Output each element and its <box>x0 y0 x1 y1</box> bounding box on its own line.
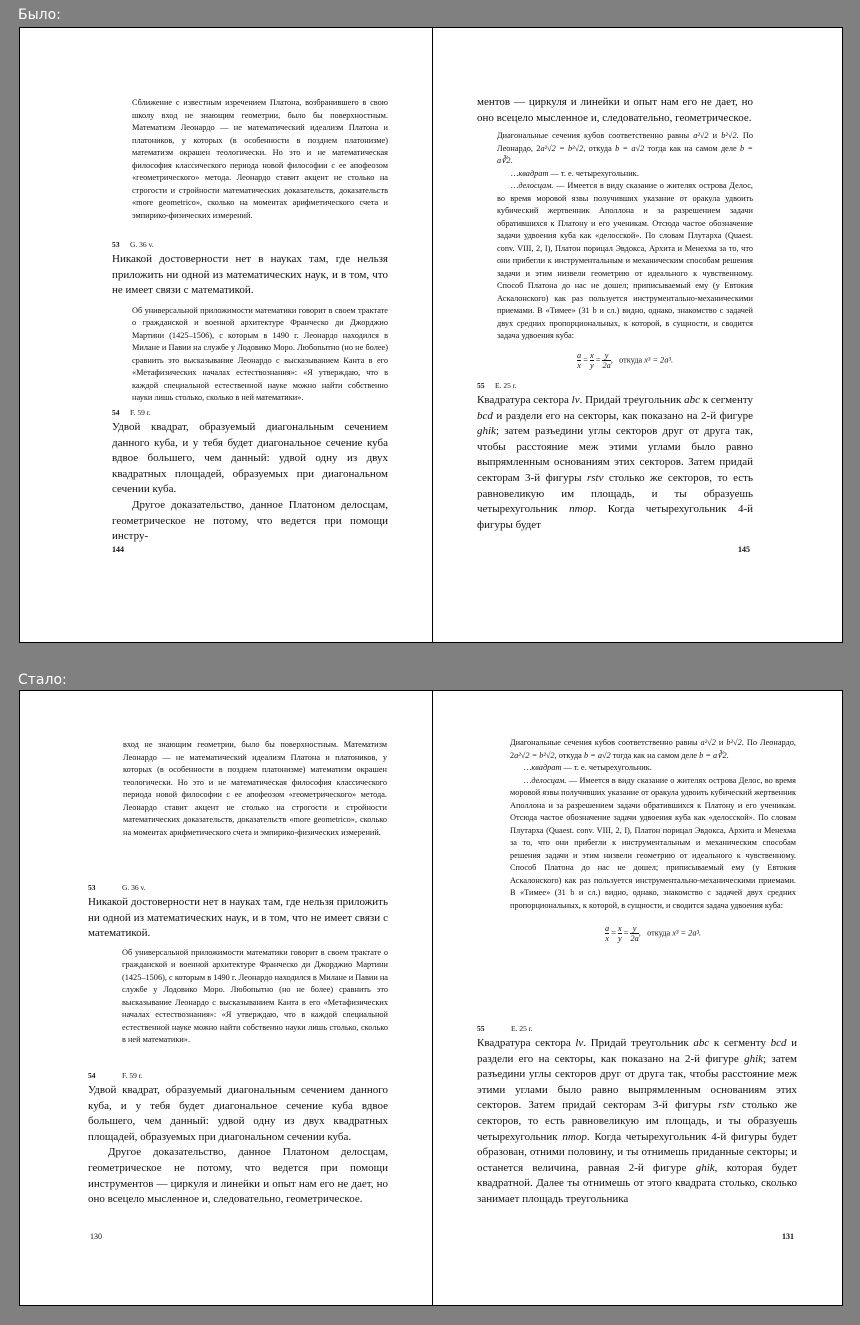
text-fragment: откуда <box>619 354 645 364</box>
text-fragment: …делосцам. <box>524 775 567 785</box>
text-fragment: 2a <box>602 360 611 370</box>
text-fragment: a²√2 = b²√2 <box>514 750 555 760</box>
text-fragment: nmop <box>569 503 594 516</box>
entry-header <box>477 1024 797 1034</box>
footnote-continuation: Сближение с известным изречением Платона, возбранившего в свою школу вход не знающим геометрии, было бы поверхностным. Математизм Леонардо — не математический идеализм Платона и платоников, у которых (в особенности в позднем платонизме) математизм окрашен теологически. Но это и не математическая философия классического периода новой философии с ее апофеозом «геометрического» метода. Леонардо ставит акцент не столько на строгости и стройности математических доказательств, доказательств «more geometrico», сколько на моментах арифметического счета и эмпирико-физических измерений. <box>132 98 388 220</box>
after-label: Стало: <box>18 672 67 688</box>
text-fragment: . <box>726 750 729 760</box>
text-fragment: x³ = 2a³. <box>644 354 674 364</box>
text-fragment: nmop <box>562 1130 587 1143</box>
text-fragment: — т. е. четырехугольник. <box>548 168 639 178</box>
page-number: 131 <box>782 1232 794 1241</box>
text-fragment: откуда <box>647 928 673 938</box>
entry-text <box>477 1036 797 1208</box>
entry-header <box>112 408 388 418</box>
before-spread <box>19 27 843 643</box>
after-right-page <box>433 691 843 1305</box>
entry-number: 53 <box>112 240 120 249</box>
formula: $\frac{a}{x} = \frac{x}{y} = \frac{y}{2a}$, откуда x³ = 2a³. <box>604 924 702 943</box>
entry-text <box>112 420 388 545</box>
text-fragment: x³ = 2a³. <box>672 928 702 938</box>
text-fragment: lv <box>571 394 580 406</box>
note-paragraph <box>510 775 796 913</box>
entry-text <box>88 1083 388 1208</box>
text-fragment: ghik <box>695 1161 715 1174</box>
text-fragment: и раздели его на секторы, как показано на 2-й фигуре <box>492 409 753 422</box>
entry-number: 55 <box>477 1024 485 1033</box>
text-fragment: . Придай треугольник <box>579 394 685 406</box>
text-fragment: x <box>577 360 581 370</box>
text-fragment: …делосцам. <box>511 181 554 190</box>
text-fragment: . По Леонардо, 2 <box>510 738 797 760</box>
entry-53 <box>88 883 388 1047</box>
text-fragment: Квадратура сектора <box>477 1037 576 1049</box>
entry-header <box>112 240 388 250</box>
text-fragment: x <box>617 924 622 933</box>
text-fragment: bcd <box>770 1037 787 1049</box>
note-paragraph <box>510 737 796 762</box>
entry-source: F. 59 r. <box>122 1071 143 1080</box>
text-fragment: x <box>589 350 594 360</box>
after-spread <box>19 690 843 1306</box>
text-fragment: y <box>589 360 594 370</box>
entry-55 <box>477 381 753 533</box>
text-fragment: b = a∛2 <box>699 750 727 760</box>
entry-source: G. 36 v. <box>122 883 146 892</box>
text-fragment: столько же секторов, то есть равновеликую им площадь, и ты образуешь четырехугольник <box>477 471 753 516</box>
entry-54 <box>88 1071 388 1208</box>
text-fragment: 2a <box>630 934 639 943</box>
text-fragment: y <box>604 350 609 360</box>
entry-55 <box>477 1024 797 1208</box>
text-fragment: b = a∛2 <box>497 143 753 165</box>
entry-53 <box>112 240 388 405</box>
text-fragment: y <box>632 924 637 933</box>
before-label: Было: <box>18 7 61 23</box>
text-fragment: и раздели его на секторы, как показано на 2-й фигуре <box>477 1037 797 1065</box>
footnote-block <box>497 130 753 370</box>
note-paragraph <box>497 168 753 181</box>
entry-number: 55 <box>477 381 485 390</box>
text-fragment: rstv <box>718 1099 735 1112</box>
text-fragment: b = a√2 <box>583 750 611 760</box>
text-fragment: . Когда четырехугольник 4-й фигуры будет <box>477 503 753 531</box>
text-fragment: . Придай треугольник <box>583 1037 694 1049</box>
after-left-page <box>20 691 432 1305</box>
entry-54 <box>112 408 388 545</box>
text-fragment: к сегменту <box>709 1037 771 1049</box>
paragraph: Удвой квадрат, образуемый диагональным сечением данного куба, и у тебя будет диагональное сечение куба вдвое большего, чем данный: удвой одну из двух квадратных площадей, образуемых при диагональном сечении куба. <box>112 421 388 496</box>
footnote-block <box>510 737 796 943</box>
text-fragment: lv <box>575 1037 584 1049</box>
entry-text: Никакой достоверности нет в науках там, где нельзя приложить ни одной из математических наук, и в том, что не имеет связи с математикой. <box>112 253 388 297</box>
text-fragment: , откуда <box>583 143 616 153</box>
text-fragment: ghik <box>744 1052 764 1065</box>
text-fragment: b²√2 <box>721 131 737 140</box>
text-fragment: …квадрат <box>524 763 562 772</box>
text-fragment: . По Леонардо, 2 <box>497 131 753 153</box>
before-left-page <box>20 28 432 642</box>
footnote-continuation: вход не знающим геометрии, было бы поверхностным. Математизм Леонардо — не математический идеализм Платона и платоников, у которых (в особенности в позднем платонизме) математизм окрашен теологически. Но это и не математическая философия классического периода новой философии с ее апофеозом «геометрического» метода. Леонардо ставит акцент не столько на строгости и стройности математических доказательств, доказательств «more geometrico», сколько на моментах арифметического счета и эмпирико-физических измерений. <box>123 740 387 837</box>
entry-header <box>88 1071 388 1081</box>
page-number: 144 <box>112 545 124 554</box>
entry-source: E. 25 r. <box>495 381 517 390</box>
text-fragment: Квадратура сектора <box>477 394 572 406</box>
text-fragment: a <box>576 350 582 360</box>
page-number: 130 <box>90 1232 102 1241</box>
text-fragment: , которая будет квадратной. Далее ты отнимешь от этого квадрата столько, сколько занимает площадь треугольника <box>477 1161 797 1205</box>
entry-source: E. 25 r. <box>511 1024 533 1033</box>
note-paragraph <box>497 130 753 168</box>
note-paragraph <box>497 180 753 343</box>
entry-text: Никакой достоверности нет в науках там, где нельзя приложить ни одной из математических наук, и в том, что не имеет связи с математикой. <box>88 896 388 940</box>
text-fragment: — Имеется в виду сказание о жителях острова Делос, во время моровой язвы получивших указание от оракула удвоить кубический жертвенник Аполлона и за разрешением задачи обратившихся к Платону и его ученикам. Отсюда частое обозначение задачи удвоения куба как «делосской». По словам Плутарха (Quaest. conv. VIII, 2, I), Платон порицал Эвдокса, Архита и Менехма за то, что они прибегли к инструментальным и механическим способам решения задачи и этим низвели геометрию от идеального к чувственному. Способ Платона до нас не дошел; приписываемый ему (у Евтокия Аскалонского) как раз пользуется инструментально-механическими приемами. В «Тимее» (31 b и сл.) видно, однако, знакомство с задачей двух средних пропорциональных, к которой, в сущности, и сводится задача удвоения куба: <box>510 775 796 910</box>
entry-header <box>477 381 753 391</box>
text-fragment: — Имеется в виду сказание о жителях острова Делос, во время моровой язвы получивших указание от оракула удвоить кубический жертвенник Аполлона и за разрешением задачи обратившихся к Платону и его ученикам. Отсюда частое обозначение задачи удвоения куба как «делосской». По словам Плутарха (Quaest. conv. VIII, 2, I), Платон порицал Эвдокса, Архита и Менехма за то, что они прибегли к инструментальным и механическим способам решения задачи и этим низвели геометрию от идеального к чувственному. Способ Платона до нас не дошел; приписываемый ему (у Евтокия Аскалонского) как раз пользуется инструментально-механическими приемами. В «Тимее» (31 b и сл.) видно, однако, знакомство с задачей двух средних пропорциональных, к которой, в сущности, и сводится задача удвоения куба: <box>497 181 753 340</box>
text-fragment: a <box>604 924 610 933</box>
text-fragment: …квадрат <box>511 168 549 178</box>
entry-source: F. 59 r. <box>130 408 151 417</box>
text-fragment: ; затем разъедини углы секторов друг от друга так, чтобы расстояние меж этими углами было равно выпрямленным основаниям этих секторов. Затем придай секторам 3-й фигуры <box>477 425 753 484</box>
text-fragment: , откуда <box>554 750 584 760</box>
text-fragment: Диагональные сечения кубов соответственно равны <box>510 738 701 747</box>
text-fragment: abc <box>693 1037 710 1049</box>
paragraph: Удвой квадрат, образуемый диагональным сечением данного куба, и у тебя будет диагональное сечение куба вдвое большего, чем данный: удвой одну из двух квадратных площадей, образуемых при диагональном сечении куба. <box>88 1084 388 1143</box>
text-fragment: — т. е. четырехугольник. <box>561 763 652 772</box>
text-fragment: abc <box>684 394 700 406</box>
text-fragment: . <box>510 156 513 165</box>
paragraph: Другое доказательство, данное Платоном делосцам, геометрическое не потому, что ведется при помощи инстру- <box>112 498 388 543</box>
entry-header <box>88 883 388 893</box>
formula: $\frac{a}{x} = \frac{x}{y} = \frac{y}{2a}$, откуда x³ = 2a³. <box>576 350 674 370</box>
text-fragment: тогда как на самом деле <box>610 750 700 760</box>
text-fragment: a²√2 <box>700 738 716 747</box>
page-number: 145 <box>738 545 750 554</box>
entry-number: 53 <box>88 883 96 892</box>
text-fragment: b²√2 <box>726 738 742 747</box>
entry-source: G. 36 v. <box>130 240 154 249</box>
text-fragment: . Когда четырехугольник 4-й фигуры будет образован, отними половину, и ты отнимешь приданные секторы; и останется величина, равная 2-й фигуре <box>477 1130 797 1174</box>
text-fragment: ; затем разъедини углы секторов друг от друга так, чтобы расстояние меж этими углами было равно выпрямленным основаниям этих секторов. Затем придай секторам 3-й фигуры <box>477 1052 797 1112</box>
text-fragment: и <box>715 738 727 747</box>
before-right-page <box>433 28 843 642</box>
text-fragment: и <box>708 131 722 140</box>
text-fragment: a²√2 = b²√2 <box>540 143 584 153</box>
entry-number: 54 <box>112 408 120 417</box>
text-fragment: Диагональные сечения кубов соответственно равны <box>497 131 694 140</box>
entry-note: Об универсальной приложимости математики говорит в своем трактате о гражданской и военной архитектуре Франческо ди Джорджио Мартини (1425–1506), с которым в 1490 г. Леонардо находился в Милане и Павии на службе у Лодовико Моро. Любопытно (но не более) сравнить это высказывание Леонардо с высказыванием Канта в его «Метафизических началах естествознания»: «Я утверждаю, что в каждой специальной естественной науке можно найти собственно науки лишь столько, сколько в ней математики». <box>132 305 388 403</box>
text-continuation: ментов — циркуля и линейки и опыт нам его не дает, но оно всецело мысленное и, следовательно, геометрическое. <box>477 96 753 124</box>
entry-note: Об универсальной приложимости математики говорит в своем трактате о гражданской и военной архитектуре Франческо ди Джорджио Мартини (1425–1506), с которым в 1490 г. Леонардо находился в Милане и Павии на службе у Лодовико Моро. Любопытно (но не более) сравнить это высказывание Леонардо с высказыванием Канта в его «Метафизических началах естествознания»: «Я утверждаю, что в каждой специальной естественной науке можно найти собственно науки лишь столько, сколько в ней математики». <box>122 947 388 1045</box>
text-fragment: столько же секторов, то есть равновеликую им площадь, и ты образуешь четырехугольник <box>477 1099 798 1143</box>
entry-number: 54 <box>88 1071 96 1080</box>
text-fragment: y <box>617 934 622 943</box>
text-fragment: к сегменту <box>699 394 753 406</box>
text-fragment: x <box>605 934 609 943</box>
text-fragment: ghik <box>477 425 496 438</box>
paragraph: Другое доказательство, данное Платоном делосцам, геометрическое не потому, что ведется при помощи инструментов — циркуля и линейки и опыт нам его не дает, но оно всецело мысленное и, следовательно, геометрическое. <box>88 1146 388 1206</box>
text-fragment: тогда как на самом деле <box>644 143 740 153</box>
text-fragment: rstv <box>586 471 604 484</box>
text-fragment: b = a√2 <box>615 143 645 153</box>
text-fragment: bcd <box>477 409 493 422</box>
entry-text <box>477 393 753 533</box>
text-fragment: a²√2 <box>693 131 709 140</box>
note-paragraph <box>510 762 796 775</box>
